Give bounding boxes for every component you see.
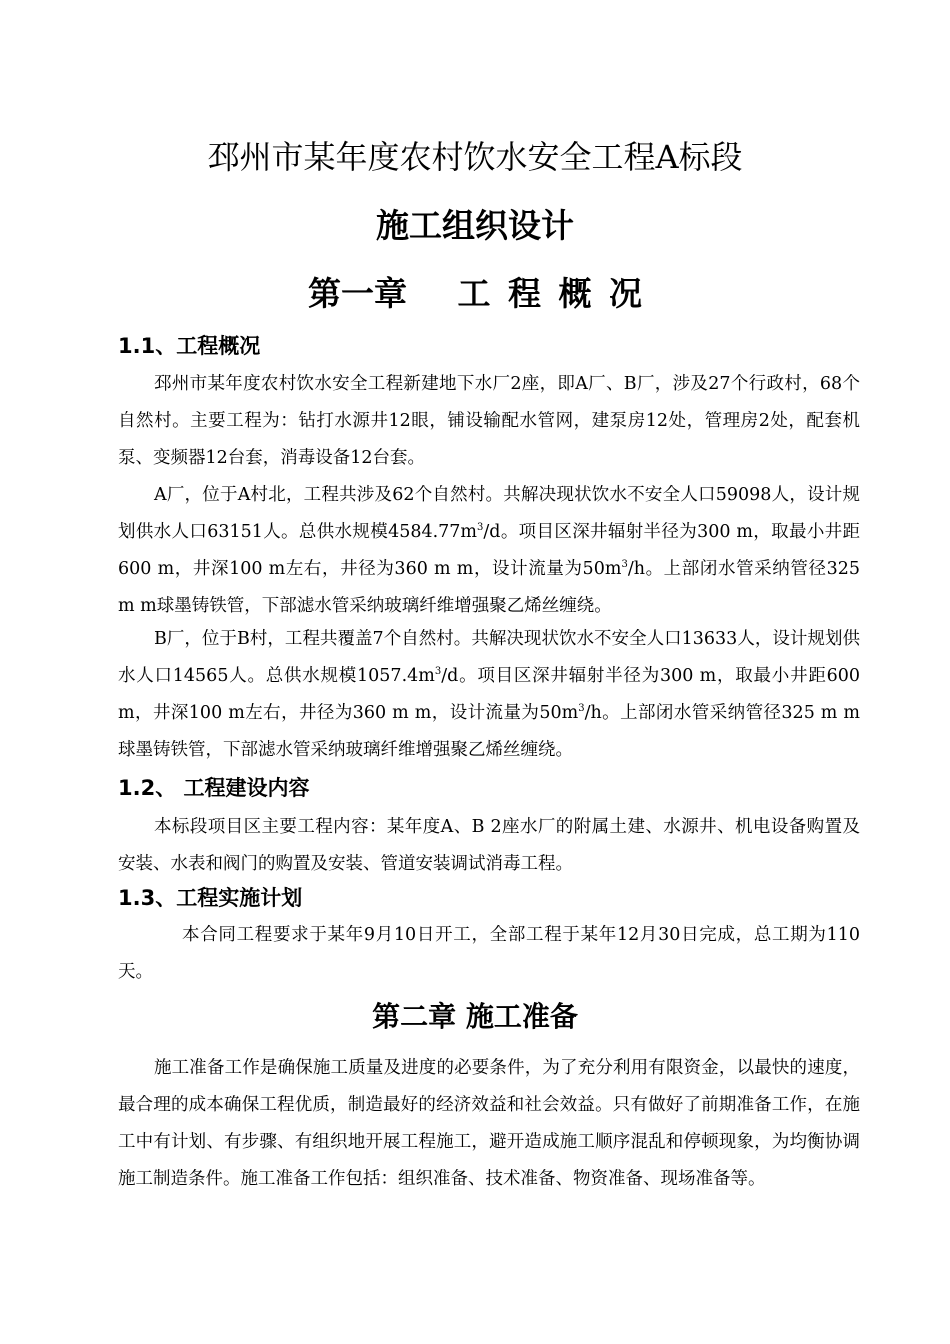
section-1-3-paragraph: 本合同工程要求于某年9月10日开工，全部工程于某年12月30日完成，总工期为110天。	[118, 925, 860, 982]
paragraph-text: /h。上部闭水管采纳管径325 m m球墨铸铁管，下部滤水管采纳玻璃纤维增强聚乙烯丝缠绕。	[118, 559, 860, 616]
document-subtitle: 施工组织设计	[376, 206, 574, 245]
chapter-2-heading: 第二章 施工准备	[372, 1000, 578, 1033]
section-1-1-paragraph-1: 邳州市某年度农村饮水安全工程新建地下水厂2座，即A厂、B厂，涉及27个行政村，68个自然村。主要工程为：钻打水源井12眼，铺设输配水管网，建泵房12处，管理房2处，配套机泵、变频器12台套，消毒设备12台套。	[118, 374, 860, 468]
paragraph-text: /d。项目区深井辐射半径为300 m，取最小井距600 m，井深100 m左右，井径为360 m m，设计流量为50m	[118, 666, 860, 723]
section-1-1-paragraph-3	[118, 621, 860, 769]
superscript: 3	[434, 666, 442, 678]
section-1-2-heading: 1.2、 工程建设内容	[118, 776, 310, 800]
superscript: 3	[477, 522, 484, 534]
paragraph-text: /d。项目区深井辐射半径为300 m，取最小井距600 m，井深100 m左右，井径为360 m m，设计流量为50m	[118, 522, 860, 579]
section-1-1-paragraph-2	[118, 477, 860, 625]
document-title: 邳州市某年度农村饮水安全工程A标段	[207, 138, 743, 176]
superscript: 3	[578, 703, 585, 715]
paragraph-text: B厂，位于B村，工程共覆盖7个自然村。共解决现状饮水不安全人口13633人，设计规划供水人口14565人。总供水规模1057.4m	[118, 629, 860, 686]
section-1-2-paragraph: 本标段项目区主要工程内容：某年度A、B 2座水厂的附属土建、水源井、机电设备购置及安装、水表和阀门的购置及安装、管道安装调试消毒工程。	[118, 817, 860, 874]
section-1-1-heading: 1.1、工程概况	[118, 334, 261, 358]
paragraph-text: /h。上部闭水管采纳管径325 m m球墨铸铁管，下部滤水管采纳玻璃纤维增强聚乙烯丝缠绕。	[118, 703, 860, 760]
chapter-2-paragraph: 施工准备工作是确保施工质量及进度的必要条件，为了充分利用有限资金，以最快的速度，最合理的成本确保工程优质，制造最好的经济效益和社会效益。只有做好了前期准备工作，在施工中有计划、有步骤、有组织地开展工程施工，避开造成施工顺序混乱和停顿现象，为均衡协调施工制造条件。施工准备工作包括：组织准备、技术准备、物资准备、现场准备等。	[118, 1058, 860, 1189]
chapter-1-heading: 第一章 工 程 概 况	[308, 274, 642, 313]
section-1-3-heading: 1.3、工程实施计划	[118, 886, 303, 910]
superscript: 3	[621, 559, 628, 571]
paragraph-text: A厂，位于A村北，工程共涉及62个自然村。共解决现状饮水不安全人口59098人，设计规划供水人口63151人。总供水规模4584.77m	[118, 485, 860, 542]
